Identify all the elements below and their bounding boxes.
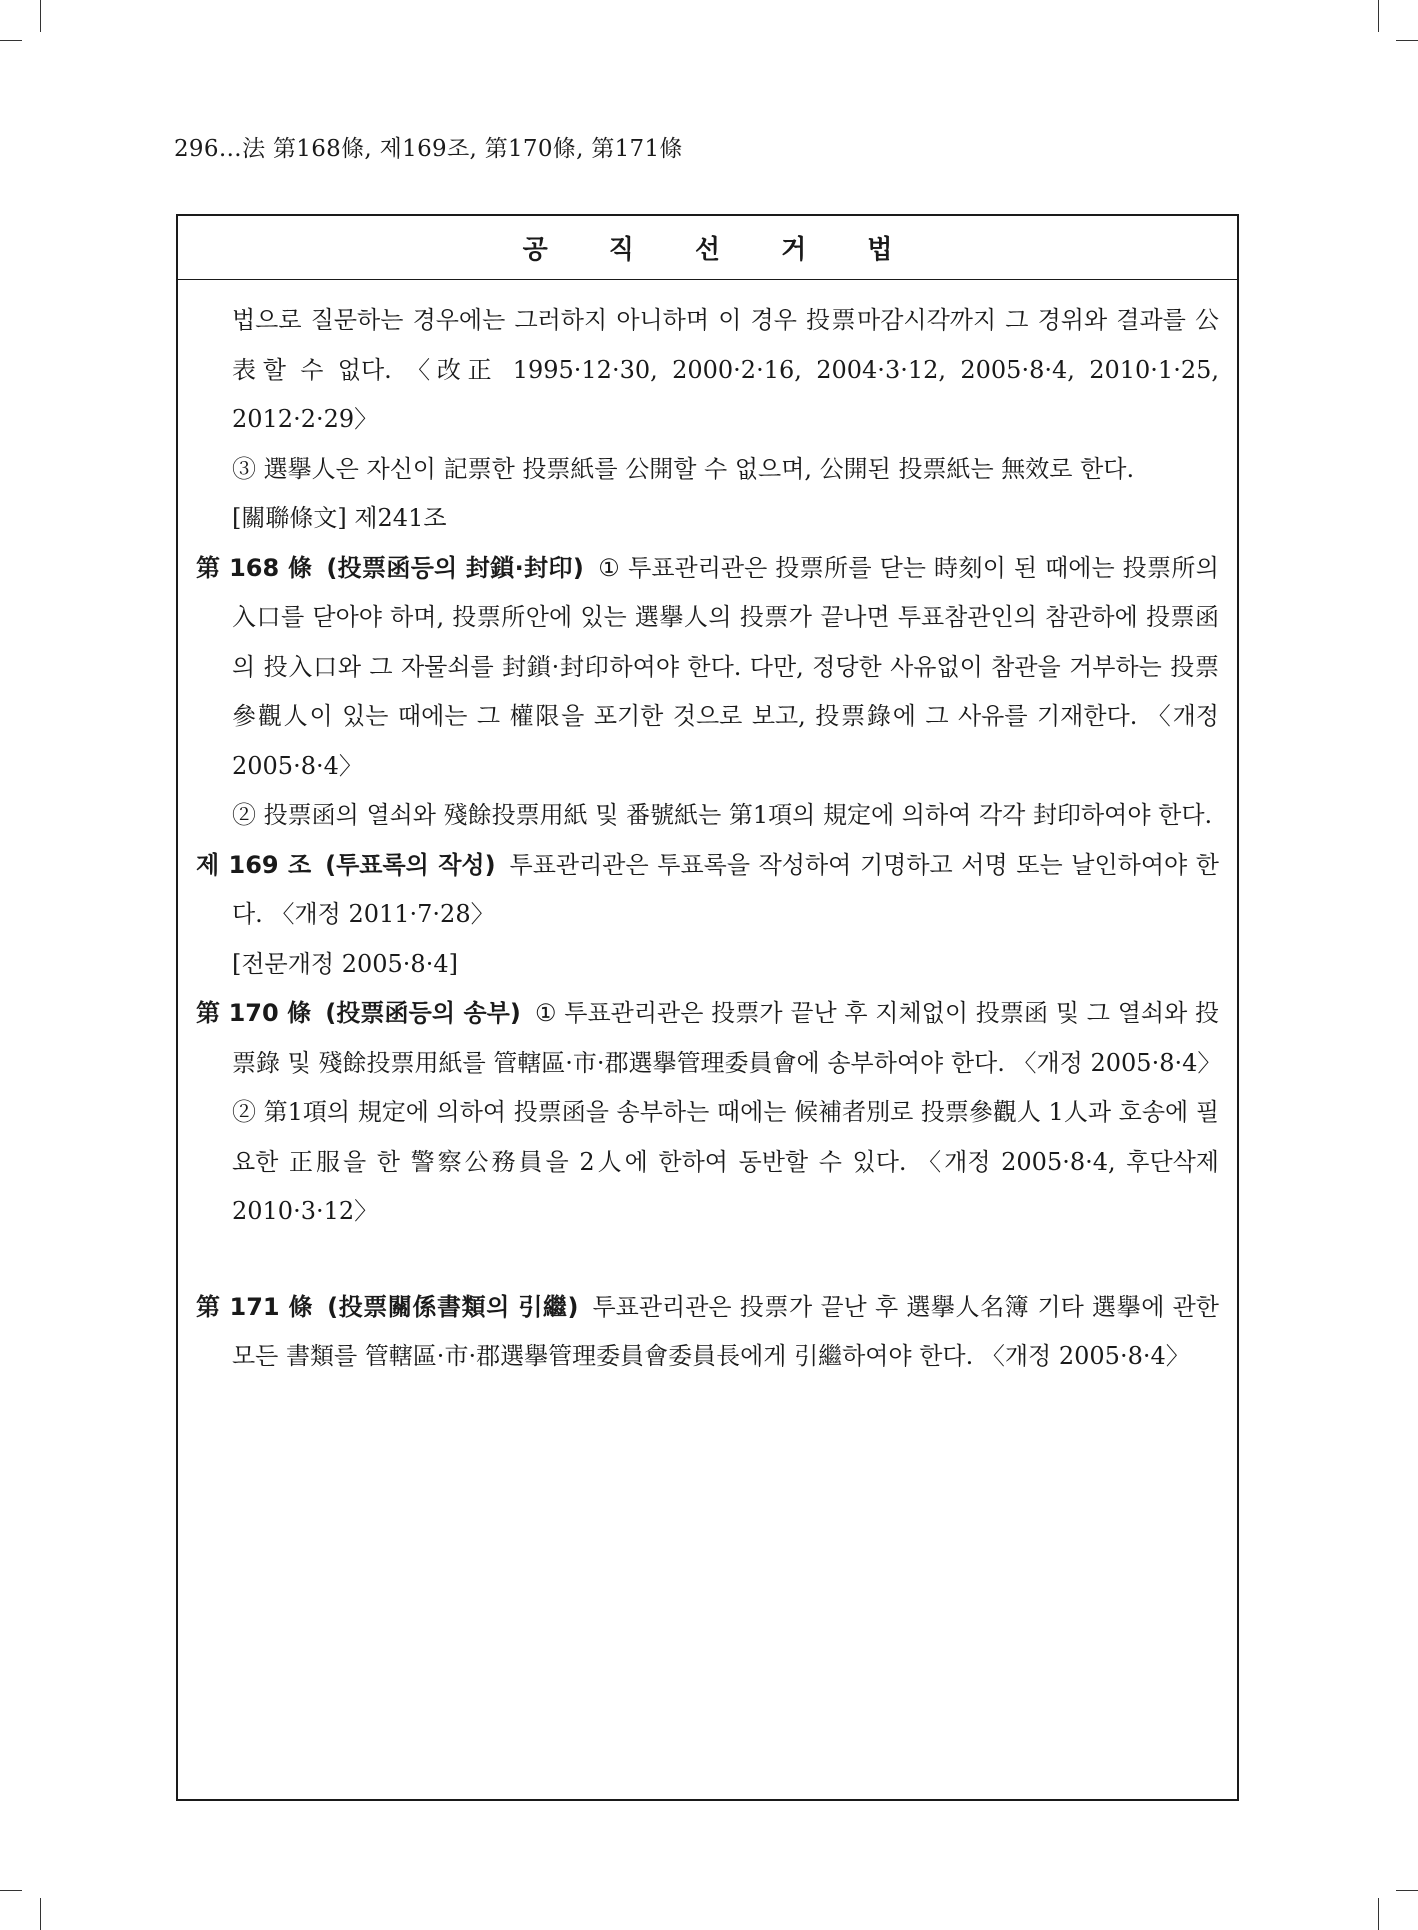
article-170 — [196, 989, 1222, 1088]
article-number: 第 168 條 — [196, 553, 313, 582]
crop-mark-top-left-h — [0, 40, 22, 41]
article-body: 투표관리관은 투표록을 작성하여 기명하고 서명 또는 날인하여야 한다. 〈개정 2011·7·28〉 — [232, 850, 1219, 928]
crop-mark-top-right-h — [1396, 40, 1418, 41]
article-168-paragraph-2: ② 投票函의 열쇠와 殘餘投票用紙 및 番號紙는 第1項의 規定에 의하여 각각 封印하여야 한다. — [232, 801, 1213, 829]
article-number: 第 170 條 — [196, 999, 312, 1027]
article-body: 투표관리관은 投票가 끝난 후 選擧人名簿 기타 選擧에 관한 모든 書類를 管轄區·市·郡選擧管理委員會委員長에게 引繼하여야 한다. 〈개정 2005·8·4〉 — [232, 1292, 1219, 1370]
article-number: 제 169 조 — [196, 850, 312, 879]
article-169-note: [전문개정 2005·8·4] — [232, 949, 458, 978]
crop-mark-bottom-right-h — [1396, 1890, 1418, 1891]
article-title: (투표록의 작성) — [325, 850, 496, 879]
paragraph-3: ③ 選擧人은 자신이 記票한 投票紙를 公開할 수 없으며, 公開된 投票紙는 無效로 한다. — [232, 454, 1135, 483]
article-170-paragraph-2: ② 第1項의 規定에 의하여 投票函을 송부하는 때에는 候補者別로 投票參觀人 1人과 호송에 필요한 正服을 한 警察公務員을 2人에 한하여 동반할 수 있다. 〈개정 2005·8·4, 후단삭제 2010·3·12〉 — [232, 1098, 1219, 1225]
article-171 — [196, 1283, 1219, 1382]
related-articles: [關聯條文] 제241조 — [232, 504, 447, 532]
crop-mark-bottom-right — [1378, 1898, 1379, 1930]
article-title: (投票函등의 封鎖·封印) — [326, 553, 584, 582]
article-168 — [196, 544, 1219, 792]
crop-mark-top-left — [40, 0, 41, 32]
crop-mark-bottom-left — [40, 1898, 41, 1930]
crop-mark-top-right — [1378, 0, 1379, 32]
article-title: (投票關係書類의 引繼) — [327, 1292, 579, 1321]
article-body: ① 투표관리관은 投票所를 닫는 時刻이 된 때에는 投票所의 入口를 닫아야 하며, 投票所안에 있는 選擧人의 投票가 끝나면 투표참관인의 참관하에 投票函의 投入口와 그 자물쇠를 封鎖·封印하여야 한다. 다만, 정당한 사유없이 참관을 거부하는 投票參觀人이 있는 때에는 그 權限을 포기한 것으로 보고, 投票錄에 그 사유를 기재한다. 〈개정 2005·8·4〉 — [232, 553, 1219, 780]
box-title: 공 직 선 거 법 — [178, 216, 1237, 280]
law-content — [196, 296, 1222, 1382]
crop-mark-bottom-left-h — [0, 1890, 22, 1891]
running-header: 296…法 第168條, 제169조, 第170條, 第171條 — [174, 136, 683, 162]
article-number: 第 171 條 — [196, 1292, 314, 1321]
article-169 — [196, 841, 1219, 940]
article-title: (投票函등의 송부) — [325, 999, 521, 1027]
article-body: ① 투표관리관은 投票가 끝난 후 지체없이 投票函 및 그 열쇠와 投票錄 및 殘餘投票用紙를 管轄區·市·郡選擧管理委員會에 송부하여야 한다. 〈개정 2005·8·4〉 — [232, 999, 1222, 1077]
law-text-box — [176, 214, 1239, 1801]
continuation-text: 법으로 질문하는 경우에는 그러하지 아니하며 이 경우 投票마감시각까지 그 경위와 결과를 公表할 수 없다. 〈改正 1995·12·30, 2000·2·16, 2004·3·12, 2005·8·4, 2010·1·25, 2012·2·29〉 — [232, 306, 1219, 433]
